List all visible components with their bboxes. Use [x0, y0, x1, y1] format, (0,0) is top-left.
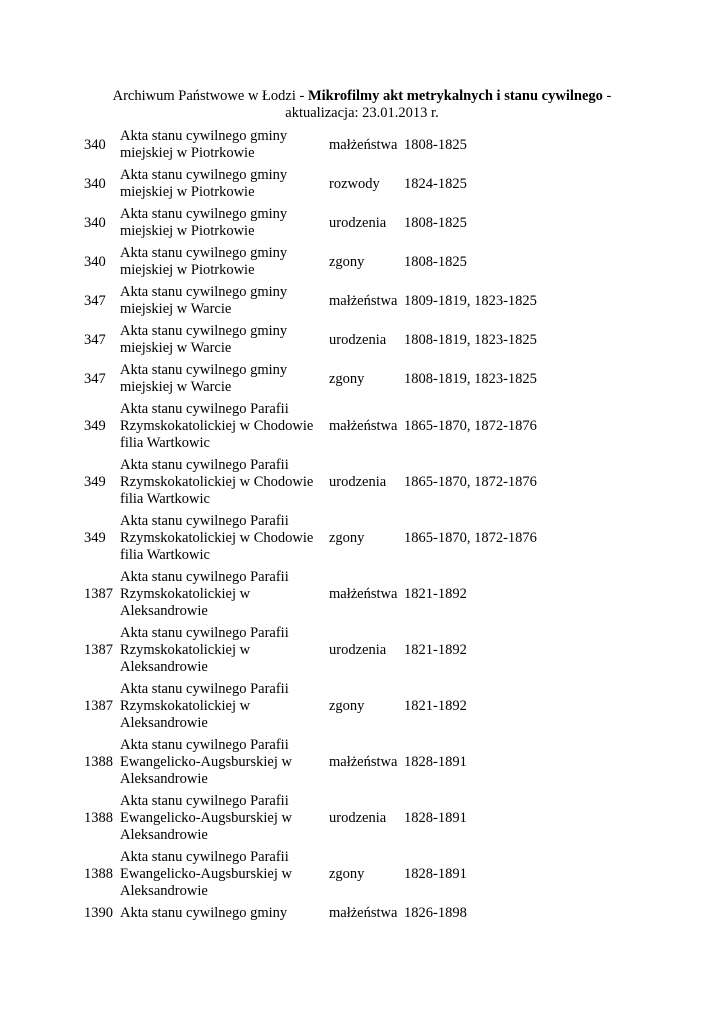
- record-number: 349: [84, 418, 106, 434]
- record-description: [120, 903, 329, 925]
- header-title: Mikrofilmy akt metrykalnych i stanu cywilnego: [307, 88, 603, 104]
- description-line: Akta stanu cywilnego Parafii: [120, 625, 289, 641]
- description-line: Akta stanu cywilnego gminy: [120, 245, 288, 261]
- records-table: [84, 126, 564, 925]
- record-years: 1808-1819, 1823-1825: [404, 370, 537, 387]
- record-type: urodzenia: [329, 810, 387, 826]
- record-type: zgony: [329, 370, 365, 387]
- table-row: [84, 735, 564, 791]
- table-row: [84, 360, 564, 399]
- record-years: 1828-1891: [404, 754, 467, 770]
- record-number: 1390: [84, 905, 113, 921]
- record-type: małżeństwa: [329, 292, 398, 309]
- record-type: urodzenia: [329, 331, 387, 348]
- record-description: [120, 567, 329, 623]
- record-type: zgony: [329, 698, 365, 714]
- description-line: Akta stanu cywilnego Parafii: [120, 681, 289, 697]
- description-line: Akta stanu cywilnego Parafii: [120, 457, 289, 473]
- record-number: 340: [84, 253, 106, 270]
- record-number: 347: [84, 370, 106, 387]
- description-line: miejskiej w Piotrkowie: [120, 262, 255, 278]
- record-description: [120, 791, 329, 847]
- table-row: [84, 243, 564, 282]
- table-row: [84, 623, 564, 679]
- record-type: małżeństwa: [329, 136, 398, 153]
- record-years: 1808-1819, 1823-1825: [404, 331, 537, 348]
- record-years: 1808-1825: [404, 136, 467, 153]
- record-type: urodzenia: [329, 642, 387, 658]
- record-description: [120, 126, 329, 165]
- record-number: 1387: [84, 642, 113, 658]
- table-row: [84, 126, 564, 165]
- table-row: [84, 455, 564, 511]
- header-update-date: aktualizacja: 23.01.2013 r.: [285, 105, 439, 121]
- description-line: miejskiej w Warcie: [120, 340, 232, 356]
- description-line: Ewangelicko-Augsburskiej w: [120, 754, 292, 770]
- record-years: 1828-1891: [404, 866, 467, 882]
- description-line: Akta stanu cywilnego gminy: [120, 206, 288, 222]
- record-description: [120, 679, 329, 735]
- description-line: Ewangelicko-Augsburskiej w: [120, 866, 292, 882]
- description-line: miejskiej w Piotrkowie: [120, 184, 255, 200]
- description-line: Akta stanu cywilnego Parafii: [120, 793, 289, 809]
- table-row: [84, 165, 564, 204]
- description-line: Rzymskokatolickiej w: [120, 642, 251, 658]
- record-type: zgony: [329, 253, 365, 270]
- record-years: 1821-1892: [404, 586, 467, 602]
- header-prefix: Archiwum Państwowe w Łodzi -: [112, 88, 308, 104]
- record-number: 340: [84, 175, 106, 192]
- description-line: Aleksandrowie: [120, 715, 208, 731]
- header-title-line: [0, 88, 724, 105]
- record-years: 1808-1825: [404, 253, 467, 270]
- record-description: [120, 455, 329, 511]
- description-line: Akta stanu cywilnego gminy: [120, 362, 288, 378]
- table-row: [84, 399, 564, 455]
- record-description: [120, 399, 329, 455]
- record-description: [120, 623, 329, 679]
- record-number: 349: [84, 530, 106, 546]
- table-row: [84, 847, 564, 903]
- description-line: Aleksandrowie: [120, 659, 208, 675]
- record-number: 1387: [84, 586, 113, 602]
- records-table-body: [84, 126, 564, 925]
- table-row: [84, 679, 564, 735]
- description-line: Aleksandrowie: [120, 883, 208, 899]
- table-row: [84, 321, 564, 360]
- description-line: Ewangelicko-Augsburskiej w: [120, 810, 292, 826]
- description-line: miejskiej w Piotrkowie: [120, 145, 255, 161]
- record-description: [120, 511, 329, 567]
- record-years: 1821-1892: [404, 698, 467, 714]
- table-row: [84, 511, 564, 567]
- record-description: [120, 165, 329, 204]
- table-row: [84, 567, 564, 623]
- record-type: małżeństwa: [329, 418, 398, 434]
- record-type: urodzenia: [329, 214, 387, 231]
- table-row: [84, 903, 564, 925]
- table-row: [84, 204, 564, 243]
- description-line: Aleksandrowie: [120, 771, 208, 787]
- description-line: Rzymskokatolickiej w Chodowie: [120, 474, 314, 490]
- description-line: Akta stanu cywilnego gminy: [120, 323, 288, 339]
- record-description: [120, 282, 329, 321]
- description-line: miejskiej w Piotrkowie: [120, 223, 255, 239]
- record-description: [120, 204, 329, 243]
- record-number: 340: [84, 214, 106, 231]
- record-type: urodzenia: [329, 474, 387, 490]
- record-years: 1865-1870, 1872-1876: [404, 474, 537, 490]
- document-header: [0, 88, 724, 122]
- record-type: rozwody: [329, 175, 380, 192]
- description-line: Akta stanu cywilnego Parafii: [120, 401, 289, 417]
- description-line: Rzymskokatolickiej w: [120, 698, 251, 714]
- description-line: Akta stanu cywilnego gminy: [120, 284, 288, 300]
- record-number: 1387: [84, 698, 113, 714]
- record-type: małżeństwa: [329, 754, 398, 770]
- record-description: [120, 360, 329, 399]
- description-line: miejskiej w Warcie: [120, 301, 232, 317]
- description-line: Akta stanu cywilnego gminy: [120, 167, 288, 183]
- record-description: [120, 847, 329, 903]
- record-years: 1826-1898: [404, 905, 467, 921]
- record-number: 340: [84, 136, 106, 153]
- record-years: 1808-1825: [404, 214, 467, 231]
- record-type: zgony: [329, 866, 365, 882]
- table-row: [84, 791, 564, 847]
- description-line: Akta stanu cywilnego gminy: [120, 905, 288, 921]
- description-line: filia Wartkowic: [120, 547, 210, 563]
- record-description: [120, 735, 329, 791]
- description-line: Aleksandrowie: [120, 603, 208, 619]
- record-number: 349: [84, 474, 106, 490]
- record-description: [120, 321, 329, 360]
- description-line: miejskiej w Warcie: [120, 379, 232, 395]
- description-line: Rzymskokatolickiej w Chodowie: [120, 418, 314, 434]
- description-line: Akta stanu cywilnego Parafii: [120, 737, 289, 753]
- record-number: 347: [84, 292, 106, 309]
- record-years: 1828-1891: [404, 810, 467, 826]
- description-line: Aleksandrowie: [120, 827, 208, 843]
- description-line: Akta stanu cywilnego Parafii: [120, 513, 289, 529]
- description-line: filia Wartkowic: [120, 491, 210, 507]
- record-years: 1865-1870, 1872-1876: [404, 530, 537, 546]
- description-line: Rzymskokatolickiej w: [120, 586, 251, 602]
- record-number: 1388: [84, 810, 113, 826]
- description-line: Rzymskokatolickiej w Chodowie: [120, 530, 314, 546]
- table-row: [84, 282, 564, 321]
- record-years: 1865-1870, 1872-1876: [404, 418, 537, 434]
- header-suffix: -: [602, 88, 612, 104]
- record-description: [120, 243, 329, 282]
- record-type: małżeństwa: [329, 905, 398, 921]
- record-number: 347: [84, 331, 106, 348]
- description-line: filia Wartkowic: [120, 435, 210, 451]
- description-line: Akta stanu cywilnego gminy: [120, 128, 288, 144]
- record-years: 1821-1892: [404, 642, 467, 658]
- record-type: zgony: [329, 530, 365, 546]
- record-number: 1388: [84, 866, 113, 882]
- record-type: małżeństwa: [329, 586, 398, 602]
- description-line: Akta stanu cywilnego Parafii: [120, 849, 289, 865]
- record-years: 1824-1825: [404, 175, 467, 192]
- description-line: Akta stanu cywilnego Parafii: [120, 569, 289, 585]
- record-years: 1809-1819, 1823-1825: [404, 292, 537, 309]
- record-number: 1388: [84, 754, 113, 770]
